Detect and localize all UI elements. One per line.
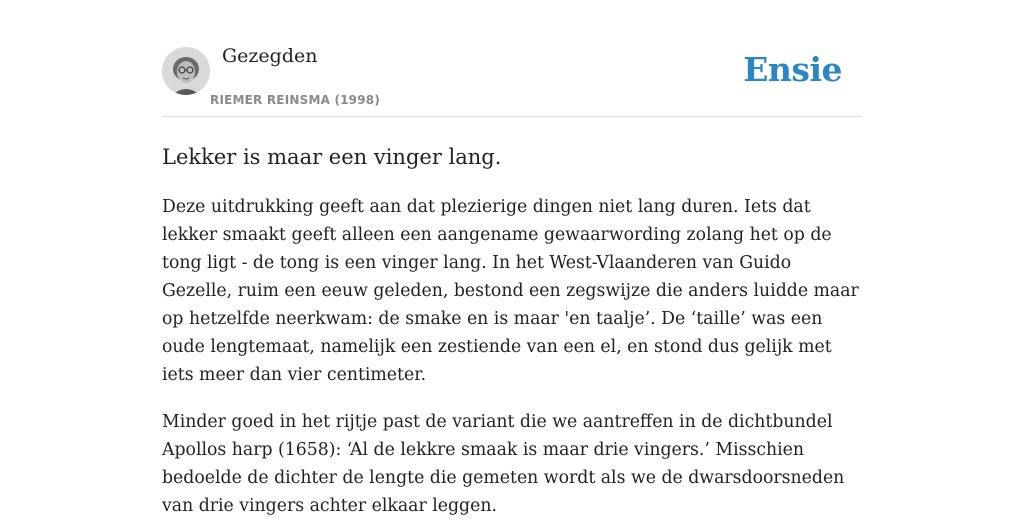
header [162, 0, 862, 117]
category-link[interactable]: Gezegden [222, 45, 318, 67]
author-portrait-icon [162, 47, 210, 95]
article-title: Lekker is maar een vinger lang. [162, 145, 502, 169]
brand-logo-link[interactable]: Ensie [743, 50, 842, 89]
article [162, 117, 862, 520]
author-avatar [162, 47, 210, 95]
article-paragraph: Minder goed in het rijtje past de variant die we aantreffen in de dichtbundel Apollos harp (1658): ‘Al de lekkre smaak is maar drie vingers.’ Misschien bedoelde de dichter de lengte die gemeten wordt als we de dwarsdoorsneden van drie vingers achter elkaar leggen. [162, 412, 845, 516]
author-byline: RIEMER REINSMA (1998) [210, 93, 381, 107]
article-paragraph: Deze uitdrukking geeft aan dat plezierige dingen niet lang duren. Iets dat lekker smaakt geeft alleen een aangename gewaarwording zolang het op de tong ligt - de tong is een vinger lang. In het West-Vlaanderen van Guido Gezelle, ruim een eeuw geleden, bestond een zegswijze die anders luidde maar op hetzelfde neerkwam: de smake en is maar 'en taalje’. De ‘taille’ was een oude lengtemaat, namelijk een zestiende van een el, en stond dus gelijk met iets meer dan vier centimeter. [162, 197, 859, 385]
page-container [162, 0, 862, 520]
